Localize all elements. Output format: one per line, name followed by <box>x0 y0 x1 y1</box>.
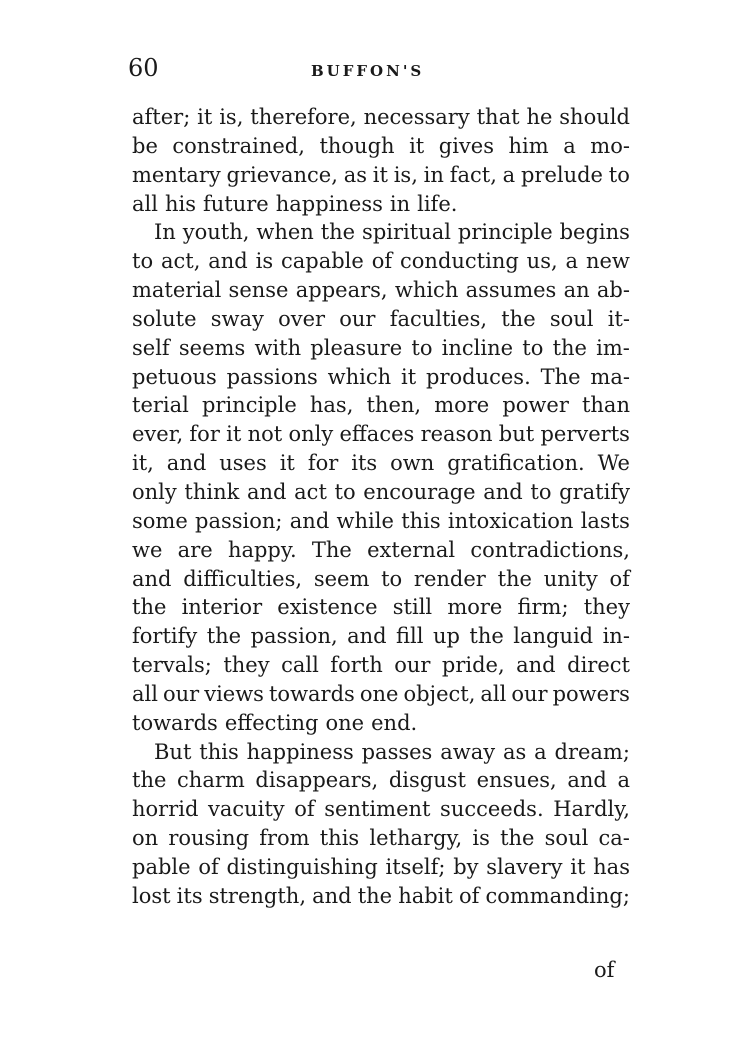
text-line: material sense appears, which assumes an ab- <box>132 278 630 303</box>
text-line: on rousing from this lethargy, is the soul ca- <box>132 826 630 851</box>
text-line: to act, and is capable of conducting us, a new <box>132 249 630 274</box>
text-line: ever, for it not only effaces reason but perverts <box>132 422 630 447</box>
text-line: horrid vacuity of sentiment succeeds. Hardly, <box>132 797 630 822</box>
text-line: we are happy. The external contradictions, <box>132 537 630 562</box>
text-line: lost its strength, and the habit of commanding; <box>132 883 630 908</box>
catchword: of <box>594 958 615 982</box>
page-header <box>128 54 628 88</box>
text-line: and difficulties, seem to render the unity of <box>132 566 630 591</box>
running-head: BUFFON'S <box>311 62 425 80</box>
text-line: tervals; they call forth our pride, and direct <box>132 653 630 678</box>
text-line: terial principle has, then, more power than <box>132 393 630 418</box>
text-line: pable of distinguishing itself; by slavery it has <box>132 854 630 879</box>
text-line: it, and uses it for its own gratification. We <box>132 451 630 476</box>
text-line: after; it is, therefore, necessary that he should <box>132 105 630 129</box>
text-line: all his future happiness in life. <box>132 191 458 216</box>
text-line: all our views towards one object, all our powers <box>132 681 630 706</box>
text-line: solute sway over our faculties, the soul it- <box>132 306 630 331</box>
text-line: the charm disappears, disgust ensues, and a <box>132 768 630 793</box>
body-text <box>132 103 630 911</box>
text-line: In youth, when the spiritual principle begins <box>154 220 630 245</box>
text-line: petuous passions which it produces. The ma- <box>132 364 630 389</box>
text-line: fortify the passion, and fill up the languid in- <box>132 624 630 649</box>
text-line: some passion; and while this intoxication lasts <box>132 508 630 533</box>
page-number: 60 <box>128 54 159 82</box>
text-line: towards effecting one end. <box>132 710 418 735</box>
text-line: self seems with pleasure to incline to the im- <box>132 335 630 360</box>
text-line: be constrained, though it gives him a mo- <box>132 133 630 158</box>
text-line: mentary grievance, as it is, in fact, a prelude to <box>132 162 630 187</box>
text-line: only think and act to encourage and to gratify <box>132 479 630 504</box>
text-line: the interior existence still more firm; they <box>132 595 630 620</box>
text-line: But this happiness passes away as a dream; <box>154 739 630 764</box>
